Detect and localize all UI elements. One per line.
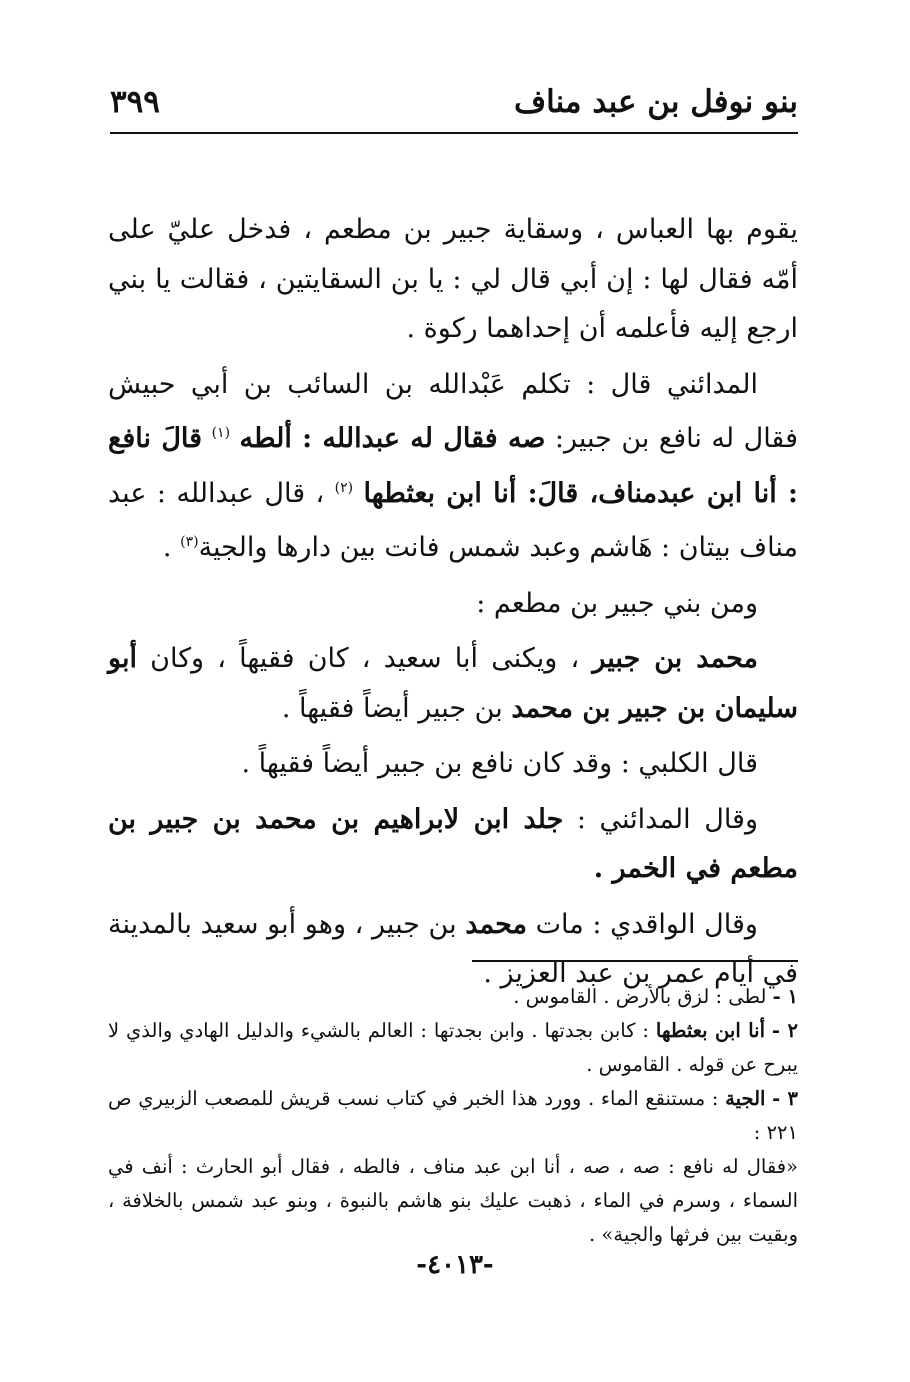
footnote-ref-2: (٢) [334, 479, 354, 496]
footnote-3-number: ٣ - [772, 1087, 799, 1110]
paragraph-2-part-e: . [162, 532, 172, 563]
paragraph-4-part-b: ، ويكنى أبا سعيد ، كان فقيهاً ، وكان [150, 643, 580, 674]
paragraph-2-part-c: قالَ نافع : أنا ابن عبدمناف، قالَ: أنا ابن بعثطها [108, 423, 798, 509]
paragraph-6-part-b: جلد ابن لابراهيم بن محمد بن جبير بن مطعم في الخمر . [108, 803, 798, 884]
paragraph-2-part-b: صه فقال له عبدالله : ألطه [239, 423, 546, 454]
footnote-ref-3: (٣) [180, 534, 199, 550]
paragraph-2-part-a: المدائني قال : تكلم عَبْدالله بن السائب بن أبي حبيش فقال له نافع بن جبير: [108, 368, 798, 454]
paragraph-7-part-c: بن جبير ، وهو أبو سعيد بالمدينة في أيام عمر بن عبد العزيز . [108, 908, 798, 989]
paragraph-5: قال الكلبي : وقد كان نافع بن جبير أيضاً فقيهاً . [241, 748, 758, 779]
footnote-3-text: : مستنقع الماء . وورد هذا الخبر في كتاب نسب قريش للمصعب الزبيري ص ٢٢١ : [108, 1087, 798, 1144]
footnote-3 [108, 1082, 798, 1150]
paragraph-4 [108, 634, 798, 733]
paragraph-2-part-d: ، قال عبدالله : عبد مناف بيتان : هَاشم وعبد شمس فانت بين دارها والجية [108, 477, 798, 563]
paragraph-4-part-a: محمد بن جبير [592, 643, 758, 674]
footnote-2-term: أنا ابن بعثطها [655, 1019, 766, 1042]
footnote-2-text: : كابن بجدتها . وابن بجدتها : العالم بالشيء والدليل الهادي والذي لا يبرح عن قوله . القاموس . [108, 1019, 798, 1076]
page-number: ٣٩٩ [110, 84, 160, 120]
paragraph-6-part-a: وقال المدائني : [576, 803, 758, 835]
footnote-1-number: ١ - [772, 985, 798, 1008]
footnote-3-term: الجية [725, 1087, 766, 1110]
main-text [108, 205, 798, 1005]
footnote-2-number: ٢ - [771, 1019, 798, 1042]
running-header-title: بنو نوفل بن عبد مناف [514, 84, 798, 120]
footnote-1-text: لطى : لزق بالأرض . القاموس . [513, 985, 767, 1008]
footnote-2 [108, 1014, 798, 1082]
paragraph-2 [108, 360, 798, 573]
paragraph-1: يقوم بها العباس ، وسقاية جبير بن مطعم ، فدخل عليّ على أمّه فقال لها : إن أبي قال لي : يا بن السقايتين ، فقالت يا بني ارجع إليه فأعلمه أن إحداهما ركوة . [108, 214, 798, 344]
paragraph-4-part-d: بن جبير أيضاً فقيهاً . [281, 692, 503, 724]
footnote-3-quote: «فقال له نافع : صه ، صه ، أنا ابن عبد مناف ، فالطه ، فقال أبو الحارث : أنف في السماء ، وسرم في الماء ، ذهبت عليك بنو هاشم بالنبوة ، وبنو عبد شمس بالخلافة ، وبقيت بين فرثها والجية» . [108, 1155, 798, 1246]
paragraph-7-part-b: محمد [465, 908, 527, 940]
paragraph-4-part-c: أبو سليمان بن جبير بن محمد [108, 643, 798, 724]
page-footer-id: -٤٠١٣- [416, 1250, 494, 1280]
footnotes [108, 980, 798, 1252]
paragraph-7-part-a: وقال الواقدي : مات [535, 908, 758, 940]
header-divider [110, 132, 798, 134]
paragraph-6 [108, 795, 798, 894]
footnote-1 [108, 980, 798, 1014]
paragraph-3: ومن بني جبير بن مطعم : [476, 587, 758, 619]
footnote-divider [472, 960, 798, 962]
footnote-ref-1: (١) [211, 425, 231, 441]
